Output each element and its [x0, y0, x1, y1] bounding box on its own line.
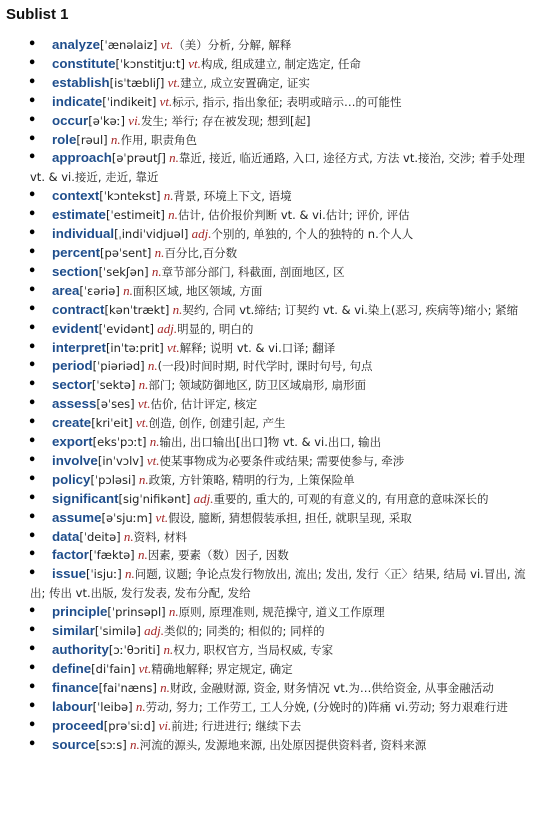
phonetic: [əˈses]	[96, 397, 135, 412]
vocab-entry	[0, 490, 551, 509]
vocab-entry	[0, 225, 551, 244]
definition: 百分比,百分数	[164, 245, 238, 260]
phonetic: [ˈleibə]	[92, 699, 133, 714]
phonetic: [ˈestimeit]	[105, 208, 165, 223]
part-of-speech: n.	[160, 642, 174, 657]
phonetic: [ˈdeitə]	[79, 529, 121, 544]
part-of-speech: adj.	[188, 226, 212, 242]
phonetic: [ˈsimilə]	[94, 624, 141, 639]
phonetic: [isˈtæbliʃ]	[109, 75, 165, 90]
vocab-entry	[0, 301, 551, 320]
phonetic: [əˈsjuːm]	[101, 510, 153, 525]
part-of-speech: vt.	[143, 452, 160, 468]
vocab-entry	[0, 206, 551, 225]
vocab-word: involve	[52, 452, 98, 468]
definition: 部门; 领域防御地区, 防卫区域扇形, 扇形面	[148, 378, 367, 393]
phonetic: [pəˈsent]	[100, 245, 152, 260]
vocab-entry	[0, 433, 551, 452]
vocab-word: data	[52, 528, 80, 544]
phonetic: [kənˈtrækt]	[104, 302, 170, 317]
part-of-speech: vi.	[155, 717, 172, 733]
phonetic: [ˈprinsəpl]	[107, 605, 166, 620]
vocab-word: labour	[52, 698, 93, 714]
definition: 作用, 职责角色	[120, 132, 197, 147]
definition: 劳动, 努力; 工作劳工, 工人分娩, (分娩时的)阵痛 vi.劳动; 努力艰难行进	[145, 699, 508, 714]
vocab-entry	[0, 263, 551, 282]
vocab-word: area	[52, 282, 80, 298]
part-of-speech: n.	[156, 679, 170, 695]
definition: 使某事物成为必要条件或结果; 需要使参与, 牵涉	[159, 453, 405, 468]
vocab-word: establish	[52, 74, 110, 90]
part-of-speech: n.	[132, 698, 146, 714]
vocab-word: estimate	[52, 207, 106, 223]
part-of-speech: vt.	[135, 660, 152, 676]
vocab-word: percent	[52, 244, 101, 260]
vocab-word: context	[52, 188, 100, 204]
definition: 估计, 估价报价判断 vt. & vi.估计; 评价, 评估	[177, 208, 410, 223]
phonetic: [ˈindikeit]	[102, 94, 157, 109]
definition: 因素, 要素（数）因子, 因数	[147, 548, 289, 563]
definition: (一段)时间时期, 时代学时, 课时句号, 句点	[157, 359, 373, 374]
part-of-speech: n.	[144, 358, 158, 374]
definition: 章节部分部门, 科截面, 剖面地区, 区	[161, 264, 345, 279]
phonetic: [rəul]	[76, 132, 108, 147]
phonetic: [eksˈpɔːt]	[92, 435, 147, 450]
part-of-speech: n.	[121, 566, 135, 582]
vocab-entry	[0, 357, 551, 376]
phonetic: [ˈisjuː]	[86, 567, 122, 582]
vocab-entry	[0, 622, 551, 641]
vocab-word: create	[52, 415, 92, 431]
part-of-speech: vt.	[156, 93, 173, 109]
part-of-speech: n.	[148, 263, 162, 279]
vocab-word: finance	[52, 679, 99, 695]
vocab-entry	[0, 320, 551, 339]
definition: 原则, 原理准则, 规范操守, 道义工作原理	[178, 605, 385, 620]
phonetic: [inˈtəːprit]	[105, 340, 164, 355]
phonetic: [kriˈeit]	[91, 416, 133, 431]
vocab-word: factor	[52, 547, 89, 563]
vocab-entry	[0, 736, 551, 755]
vocab-entry	[0, 717, 551, 736]
vocab-entry	[0, 187, 551, 206]
definition: 权力, 职权官方, 当局权威, 专家	[173, 643, 334, 657]
definition: 河流的源头, 发源地来源, 出处原因提供资料者, 资料来源	[139, 737, 427, 752]
phonetic: [ɔːˈθɔriti]	[108, 643, 161, 657]
vocab-word: individual	[52, 226, 115, 242]
vocab-entry	[0, 509, 551, 528]
vocab-word: proceed	[52, 717, 104, 733]
vocab-word: similar	[52, 623, 95, 639]
definition: 建立, 成立安置确定, 证实	[180, 75, 310, 90]
part-of-speech: n.	[134, 547, 148, 563]
phonetic: [ˈevidənt]	[98, 321, 154, 336]
part-of-speech: n.	[135, 471, 149, 487]
part-of-speech: n.	[151, 244, 165, 260]
phonetic: [ˈpiəriəd]	[92, 359, 145, 374]
definition: 重要的, 重大的, 可观的有意义的, 有用意的意味深长的	[213, 491, 489, 506]
vocab-word: approach	[52, 150, 112, 166]
vocab-word: constitute	[52, 55, 116, 71]
vocab-word: authority	[52, 642, 109, 657]
word-list	[0, 36, 551, 754]
definition: 前进; 行进进行; 继续下去	[171, 718, 302, 733]
vocab-word: evident	[52, 320, 99, 336]
part-of-speech: n.	[164, 207, 178, 223]
part-of-speech: n.	[126, 736, 140, 752]
definition: 明显的, 明白的	[177, 321, 254, 336]
vocab-word: source	[52, 736, 96, 752]
vocab-entry	[0, 149, 551, 187]
phonetic: [sigˈnifikənt]	[118, 491, 191, 506]
definition: 靠近, 接近, 临近通路, 入口, 途径方式, 方法 vt.接治, 交涉; 着手处理 vt. & vi.接近, 走近, 靠近	[30, 151, 525, 185]
phonetic: [ˈænəlaiz]	[100, 38, 158, 52]
phonetic: [ˈsekʃən]	[98, 264, 149, 279]
definition: 面积区域, 地区领域, 方面	[132, 283, 263, 298]
definition: 构成, 组成建立, 制定选定, 任命	[200, 56, 361, 71]
phonetic: [ˈpɔləsi]	[90, 472, 136, 487]
part-of-speech: n.	[120, 528, 134, 544]
phonetic: [sɔːs]	[95, 737, 127, 752]
phonetic: [ˈkɔnstitjuːt]	[115, 56, 186, 71]
part-of-speech: vt.	[163, 339, 180, 355]
part-of-speech: vt.	[164, 74, 181, 90]
phonetic: [ˈkɔntekst]	[99, 189, 161, 204]
vocab-word: analyze	[52, 37, 101, 52]
definition: 标示, 指示, 指出象征; 表明或暗示…的可能性	[172, 94, 402, 109]
part-of-speech: adj.	[140, 623, 164, 639]
vocab-entry	[0, 131, 551, 150]
vocab-word: contract	[52, 301, 105, 317]
vocab-entry	[0, 93, 551, 112]
vocab-word: period	[52, 358, 93, 374]
definition: 发生; 举行; 存在被发现; 想到[起]	[140, 113, 311, 128]
vocab-entry	[0, 282, 551, 301]
vocab-entry	[0, 339, 551, 358]
vocab-word: assess	[52, 396, 97, 412]
vocab-entry	[0, 244, 551, 263]
part-of-speech: adj.	[153, 320, 178, 336]
vocab-entry	[0, 452, 551, 471]
vocab-word: policy	[52, 471, 91, 487]
vocab-word: section	[52, 263, 99, 279]
vocab-entry	[0, 55, 551, 74]
page-title: Sublist 1	[6, 6, 69, 23]
phonetic: [ˌindiˈvidjuəl]	[114, 227, 189, 242]
vocab-entry	[0, 36, 551, 55]
part-of-speech: n.	[165, 604, 179, 620]
definition: 契约, 合同 vt.缔结; 订契约 vt. & vi.染上(恶习, 疾病等)缩小; 紧缩	[182, 302, 519, 317]
definition: 背景, 环境上下文, 语境	[173, 189, 292, 204]
vocab-entry	[0, 603, 551, 622]
vocab-entry	[0, 698, 551, 717]
vocab-entry	[0, 528, 551, 547]
part-of-speech: vt.	[134, 396, 151, 412]
vocab-entry	[0, 546, 551, 565]
vocab-word: define	[52, 660, 92, 676]
vocab-word: principle	[52, 604, 108, 620]
definition: 类似的; 同类的; 相似的; 同样的	[164, 624, 325, 639]
phonetic: [prəˈsiːd]	[103, 718, 156, 733]
part-of-speech: adj.	[190, 490, 214, 506]
definition: 假设, 臆断, 猜想假装承担, 担任, 就职呈现, 采取	[168, 510, 412, 525]
phonetic: [əˈkəː]	[88, 113, 126, 128]
part-of-speech: n.	[107, 131, 121, 147]
phonetic: [faiˈnæns]	[98, 680, 157, 695]
part-of-speech: vi.	[125, 112, 141, 128]
vocab-word: interpret	[52, 339, 106, 355]
definition: 精确地解释; 界定规定, 确定	[151, 661, 293, 676]
definition: 个别的, 单独的, 个人的独特的 n.个人人	[211, 227, 414, 242]
definition: 创造, 创作, 创建引起, 产生	[148, 416, 286, 431]
phonetic: [inˈvɔlv]	[97, 453, 144, 468]
part-of-speech: vt.	[185, 55, 201, 71]
vocab-word: role	[52, 131, 77, 147]
vocab-entry	[0, 414, 551, 433]
part-of-speech: n.	[146, 434, 160, 450]
vocab-word: indicate	[52, 93, 103, 109]
definition: 政策, 方针策略, 精明的行为, 上策保险单	[148, 472, 355, 487]
phonetic: [ˈfæktə]	[88, 548, 135, 563]
vocab-entry	[0, 679, 551, 698]
vocab-word: significant	[52, 490, 119, 506]
vocab-word: export	[52, 434, 93, 450]
part-of-speech: n.	[160, 188, 174, 204]
part-of-speech: vt.	[152, 509, 169, 525]
part-of-speech: n.	[169, 301, 183, 317]
vocab-entry	[0, 565, 551, 603]
phonetic: [ˈɛəriə]	[79, 283, 120, 298]
definition: 问题, 议题; 争论点发行物放出, 流出; 发出, 发行〈正〉结果, 结局 vi.冒出, 流出; 传出 vt.出版, 发行发表, 发布分配, 发给	[30, 567, 526, 601]
vocab-entry	[0, 660, 551, 679]
vocab-word: occur	[52, 112, 89, 128]
definition: 估价, 估计评定, 核定	[150, 397, 258, 412]
vocab-entry	[0, 376, 551, 395]
definition: 输出, 出口输出[出口]物 vt. & vi.出口, 输出	[159, 435, 382, 450]
vocab-entry	[0, 395, 551, 414]
definition: 资料, 材料	[133, 529, 187, 544]
definition: 解释; 说明 vt. & vi.口译; 翻译	[179, 340, 336, 355]
phonetic: [əˈprəutʃ]	[111, 151, 166, 166]
part-of-speech: n.	[165, 150, 179, 166]
phonetic: [ˈsektə]	[91, 378, 136, 393]
vocab-entry	[0, 641, 551, 660]
part-of-speech: vt.	[132, 415, 149, 431]
vocab-word: issue	[52, 566, 87, 582]
part-of-speech: vt.	[157, 37, 174, 52]
part-of-speech: n.	[135, 377, 149, 393]
part-of-speech: n.	[119, 282, 133, 298]
vocab-entry	[0, 74, 551, 93]
definition: 财政, 金融财源, 资金, 财务情况 vt.为…供给资金, 从事金融活动	[169, 680, 494, 695]
vocab-entry	[0, 471, 551, 490]
vocab-word: sector	[52, 377, 92, 393]
definition: （美）分析, 分解, 解释	[173, 38, 292, 52]
phonetic: [diˈfain]	[91, 661, 136, 676]
vocab-word: assume	[52, 509, 102, 525]
vocab-entry	[0, 112, 551, 131]
